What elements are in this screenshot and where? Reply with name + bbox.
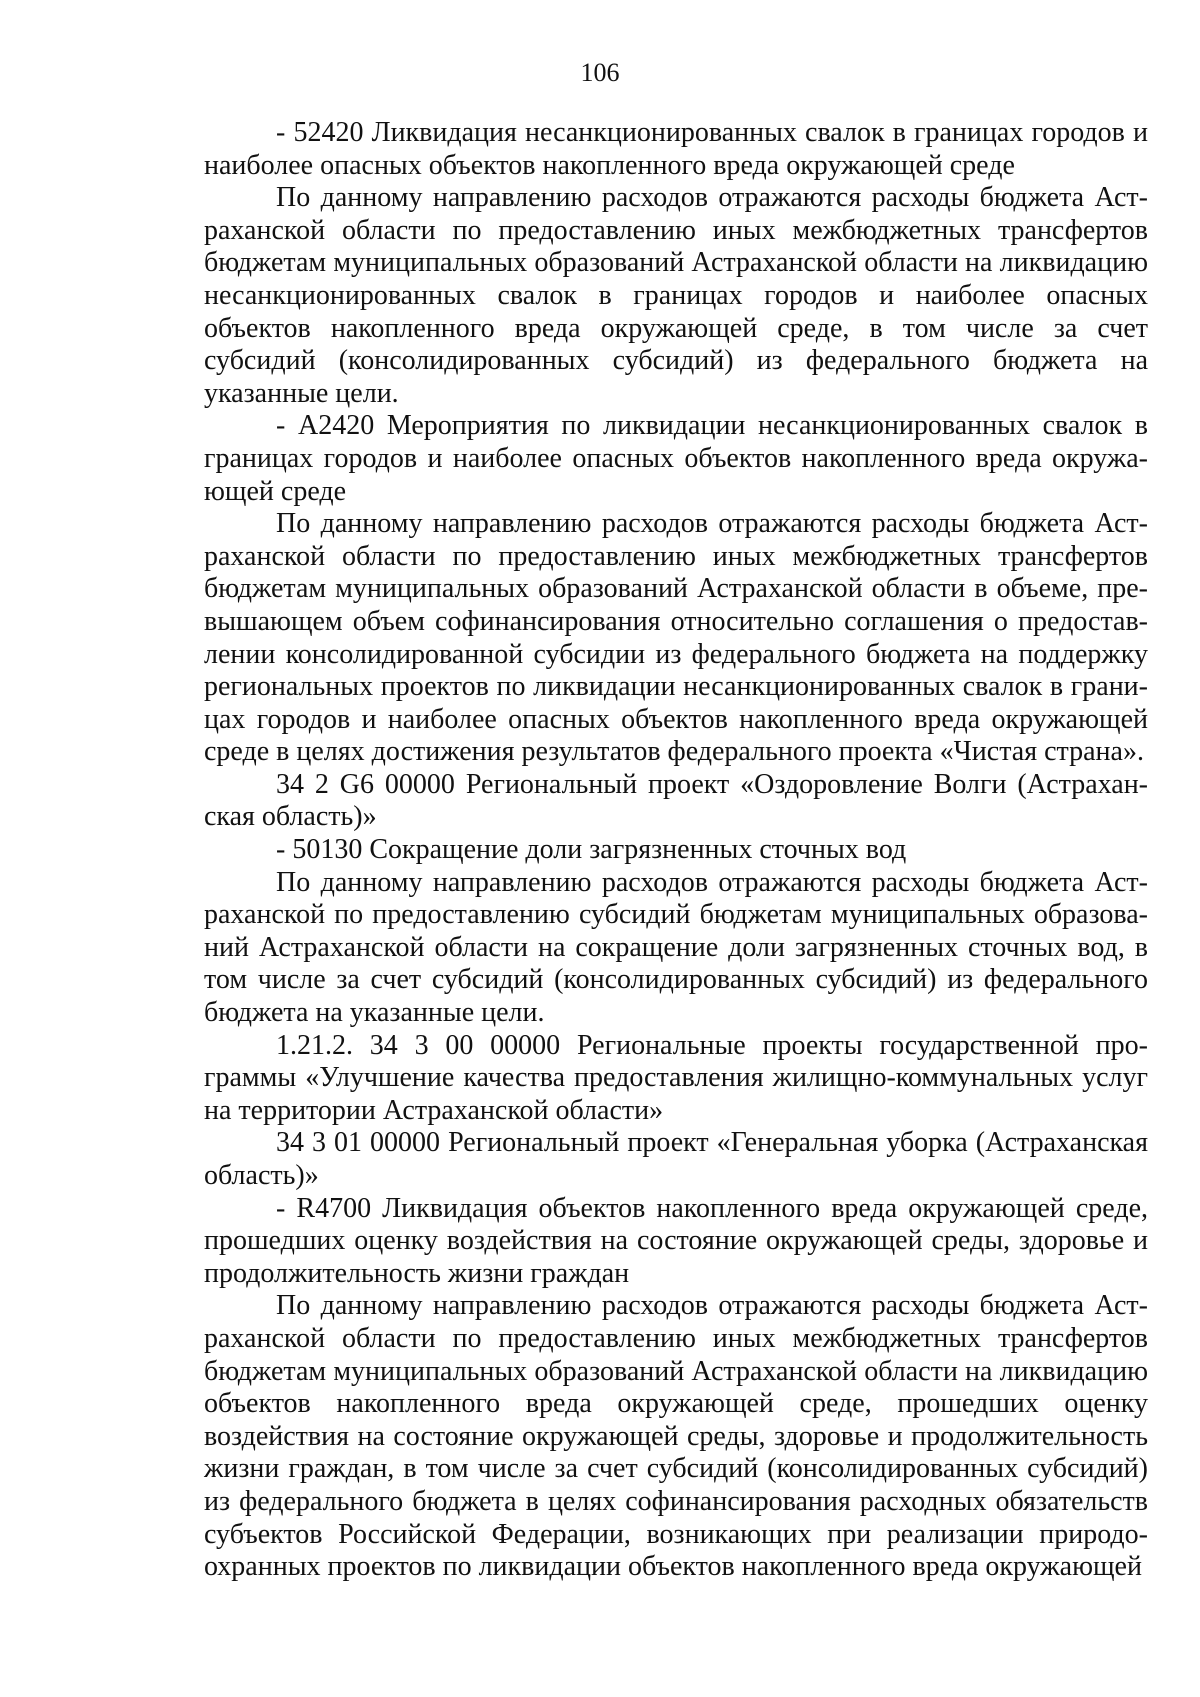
paragraph-50130-description: По данному направлению расходов отражаются расходы бюджета Астраханской по предоставлению субсидий бюджетам муниципальных образований Астраханской области на сокращение доли загрязненных сточных вод, в том числе за счет субсидий (консолидированных субсидий) из федерального бюджета на указанные цели. (204, 866, 1148, 1029)
paragraph-a2420-description: По данному направлению расходов отражаются расходы бюджета Астраханской области по предоставлению иных межбюджетных трансфертов бюджетам муниципальных образований Астраханской области в объеме, превышающем объем софинансирования относительно соглашения о предоставлении консолидированной субсидии из федерального бюджета на поддержку региональных проектов по ликвидации несанкционированных свалок в границах городов и наиболее опасных объектов накопленного вреда окружающей среде в целях достижения результатов федерального проекта «Чистая страна». (204, 508, 1148, 768)
page-number: 106 (580, 58, 620, 87)
paragraph-section-1-21-2: 1.21.2. 34 3 00 00000 Региональные проекты государственной программы «Улучшение качества предоставления жилищно-коммунальных услуг на территории Астраханской области» (204, 1029, 1148, 1126)
paragraph-project-34-3-01: 34 3 01 00000 Региональный проект «Генеральная уборка (Астраханская область)» (204, 1127, 1148, 1191)
paragraph-project-g6: 34 2 G6 00000 Региональный проект «Оздоровление Волги (Астраханская область)» (204, 768, 1148, 833)
paragraph-r4700-description: По данному направлению расходов отражаются расходы бюджета Астраханской области по предоставлению иных межбюджетных трансфертов бюджетам муниципальных образований Астраханской области на ликвидацию объектов накопленного вреда окружающей среде, прошедших оценку воздействия на состояние окружающей среды, здоровье и продолжительность жизни граждан, в том числе за счет субсидий (консолидированных субсидий) из федерального бюджета в целях софинансирования расходных обязательств субъектов Российской Федерации, возникающих при реализации природоохранных проектов по ликвидации объектов накопленного вреда окружающей (204, 1290, 1148, 1583)
paragraph-code-a2420: - А2420 Мероприятия по ликвидации несанкционированных свалок в границах городов и наиболее опасных объектов накопленного вреда окружающей среде (204, 410, 1148, 507)
paragraph-52420-description: По данному направлению расходов отражаются расходы бюджета Астраханской области по предоставлению иных межбюджетных трансфертов бюджетам муниципальных образований Астраханской области на ликвидацию несанкционированных свалок в границах городов и наиболее опасных объектов накопленного вреда окружающей среде, в том числе за счет субсидий (консолидированных субсидий) из федерального бюджета на указанные цели. (204, 182, 1148, 409)
paragraph-code-r4700: - R4700 Ликвидация объектов накопленного вреда окружающей среде, прошедших оценку воздействия на состояние окружающей среды, здоровье и продолжительность жизни граждан (204, 1192, 1148, 1289)
paragraph-code-52420: - 52420 Ликвидация несанкционированных свалок в границах городов и наиболее опасных объектов накопленного вреда окружающей среде (204, 117, 1148, 181)
document-body (204, 117, 1148, 1584)
paragraph-code-50130: - 50130 Сокращение доли загрязненных сточных вод (276, 834, 907, 866)
